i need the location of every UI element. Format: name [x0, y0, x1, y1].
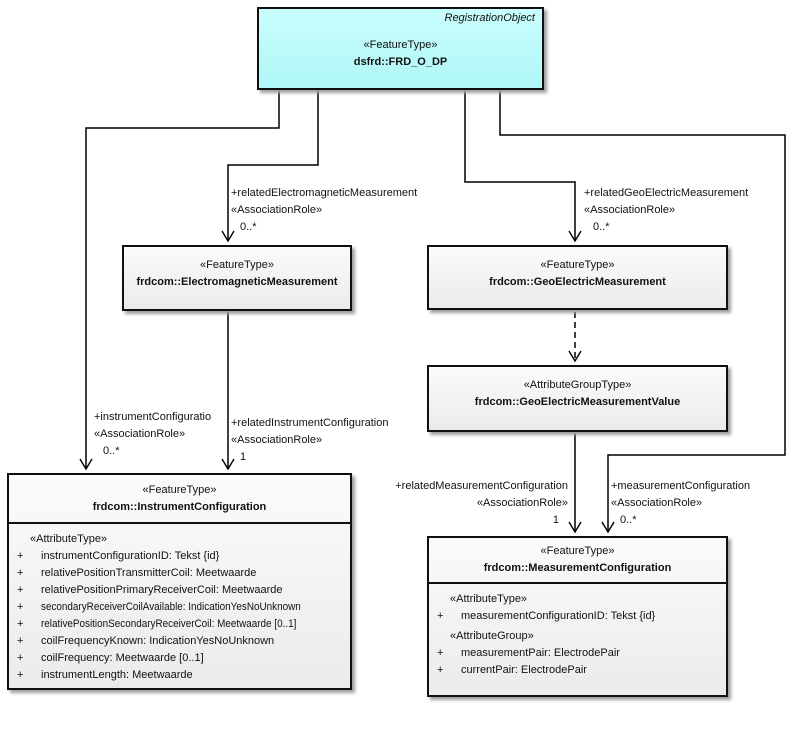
- frd-stereotype: «FeatureType»: [363, 38, 438, 51]
- instrument-configuration-attributes: [9, 524, 350, 684]
- role-stereotype: «AssociationRole»: [94, 428, 186, 440]
- edge-label-related-electromagnetic-measurement: [231, 185, 417, 236]
- attribute-row: [9, 667, 346, 684]
- role-stereotype: «AssociationRole»: [611, 497, 703, 509]
- role-name: +relatedGeoElectricMeasurement: [584, 187, 749, 199]
- connector-frd-to-measurementconfiguration: [500, 90, 785, 532]
- edge-label-instrument-configuration: [94, 409, 211, 460]
- attribute-row: [9, 582, 346, 599]
- geoval-class-name: frdcom::GeoElectricMeasurementValue: [474, 395, 681, 408]
- instr-class-name: frdcom::InstrumentConfiguration: [92, 500, 267, 513]
- visibility: +: [437, 664, 444, 676]
- edge-label-related-measurement-configuration: [368, 478, 568, 529]
- visibility: +: [17, 635, 24, 647]
- visibility: +: [17, 567, 24, 579]
- instr-stereotype: «FeatureType»: [142, 483, 217, 496]
- connector-frd-to-geoelectricmeasurement: [465, 90, 575, 241]
- attribute-row: [9, 599, 346, 616]
- multiplicity: 1: [552, 514, 559, 526]
- registration-object-tag: RegistrationObject: [444, 12, 535, 24]
- attribute-row: [9, 548, 346, 565]
- class-geoelectric-measurement[interactable]: [427, 245, 728, 310]
- edge-label-related-geoelectric-measurement: [584, 185, 748, 236]
- edge-label-measurement-configuration: [611, 478, 750, 529]
- meas-class-name: frdcom::MeasurementConfiguration: [483, 562, 672, 574]
- geoval-stereotype: «AttributeGroupType»: [523, 378, 632, 391]
- em-stereotype: «FeatureType»: [200, 259, 274, 271]
- attribute-text: currentPair: ElectrodePair: [461, 664, 587, 676]
- multiplicity: 0..*: [620, 514, 637, 526]
- attribute-text: relativePositionTransmitterCoil: Meetwaarde: [41, 567, 257, 579]
- attribute-text: measurementConfigurationID: Tekst {id}: [461, 610, 656, 622]
- role-stereotype: «AssociationRole»: [231, 204, 323, 216]
- multiplicity: 0..*: [240, 221, 257, 233]
- class-measurement-configuration[interactable]: [427, 536, 728, 697]
- em-class-name: frdcom::ElectromagneticMeasurement: [136, 276, 338, 288]
- attribute-row: [429, 645, 722, 662]
- role-name: +relatedMeasurementConfiguration: [395, 480, 568, 492]
- class-electromagnetic-measurement[interactable]: [122, 245, 352, 311]
- geo-class-name: frdcom::GeoElectricMeasurement: [489, 275, 666, 288]
- role-name: +relatedElectromagneticMeasurement: [231, 187, 418, 199]
- visibility: +: [17, 652, 24, 664]
- role-name: +relatedInstrumentConfiguration: [231, 417, 389, 429]
- class-instrument-configuration[interactable]: [7, 473, 352, 690]
- attribute-text: measurementPair: ElectrodePair: [461, 647, 620, 659]
- visibility: +: [17, 618, 24, 630]
- measurement-configuration-attributes: [429, 584, 726, 679]
- attribute-row: [429, 662, 722, 679]
- attribute-text: relativePositionPrimaryReceiverCoil: Meetwaarde: [41, 584, 283, 596]
- meas-stereotype: «FeatureType»: [540, 545, 615, 557]
- attribute-row: [9, 650, 346, 667]
- geo-stereotype: «FeatureType»: [540, 258, 615, 271]
- role-name: +measurementConfiguration: [611, 480, 751, 492]
- attribute-row: [9, 616, 346, 633]
- attribute-text: instrumentConfigurationID: Tekst {id}: [41, 550, 220, 562]
- role-stereotype: «AssociationRole»: [476, 497, 568, 509]
- edge-label-related-instrument-configuration: [231, 415, 388, 466]
- attribute-text: coilFrequencyKnown: IndicationYesNoUnknown: [41, 635, 275, 647]
- visibility: +: [437, 610, 444, 622]
- visibility: +: [17, 550, 24, 562]
- visibility: +: [437, 647, 444, 659]
- class-geoelectric-measurement-value[interactable]: [427, 365, 728, 432]
- role-name: +instrumentConfiguratio: [94, 411, 212, 423]
- visibility: +: [17, 584, 24, 596]
- stereotype-header: «AttributeType»: [450, 593, 528, 605]
- role-stereotype: «AssociationRole»: [231, 434, 323, 446]
- stereotype-header: «AttributeGroup»: [450, 630, 534, 642]
- attribute-row: [9, 633, 346, 650]
- attribute-text: instrumentLength: Meetwaarde: [41, 669, 193, 681]
- attribute-text: secondaryReceiverCoilAvailable: IndicationYesNoUnknown: [41, 601, 301, 613]
- visibility: +: [17, 669, 24, 681]
- stereotype-header: «AttributeType»: [30, 533, 108, 545]
- visibility: +: [17, 601, 24, 613]
- attribute-text: coilFrequency: Meetwaarde [0..1]: [41, 652, 204, 664]
- multiplicity: 0..*: [103, 445, 120, 457]
- frd-class-name: dsfrd::FRD_O_DP: [353, 55, 448, 68]
- attribute-row: [429, 608, 722, 625]
- multiplicity: 1: [240, 451, 247, 463]
- attribute-row: [9, 565, 346, 582]
- class-frd-o-dp[interactable]: [257, 7, 544, 90]
- multiplicity: 0..*: [593, 221, 610, 233]
- attribute-text: relativePositionSecondaryReceiverCoil: Meetwaarde [0..1]: [41, 618, 297, 630]
- role-stereotype: «AssociationRole»: [584, 204, 676, 216]
